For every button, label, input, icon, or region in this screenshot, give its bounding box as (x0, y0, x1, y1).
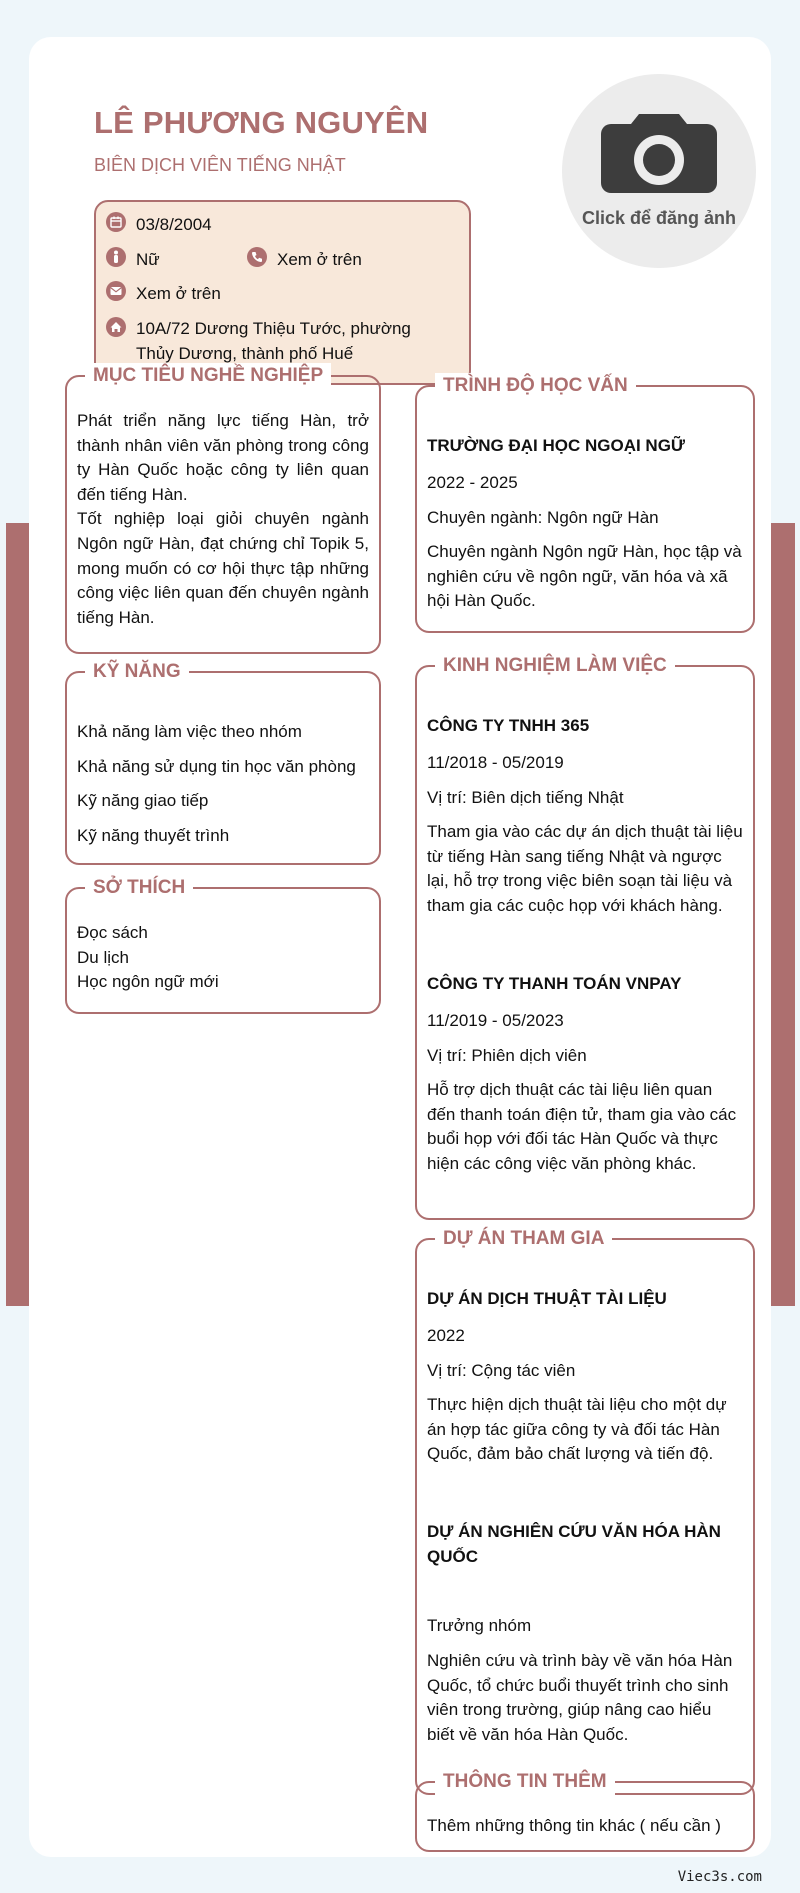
projects-title: DỰ ÁN THAM GIA (435, 1226, 612, 1252)
project-name: DỰ ÁN NGHIÊN CỨU VĂN HÓA HÀN QUỐC (427, 1522, 721, 1566)
project-role: Trưởng nhóm (427, 1616, 532, 1635)
objective-section[interactable] (65, 365, 381, 654)
education-title: TRÌNH ĐỘ HỌC VẤN (435, 373, 636, 399)
extra-info-title: THÔNG TIN THÊM (435, 1769, 615, 1795)
camera-icon (601, 114, 717, 193)
watermark: Viec3s.com (677, 1869, 762, 1885)
job-position: Vị trí: Phiên dịch viên (427, 1046, 587, 1065)
candidate-name[interactable]: LÊ PHƯƠNG NGUYÊN (94, 105, 429, 140)
skill-item: Khả năng sử dụng tin học văn phòng (77, 757, 356, 776)
left-accent-bar (6, 523, 30, 1306)
skill-item: Kỹ năng giao tiếp (77, 791, 209, 810)
job-description: Tham gia vào các dự án dịch thuật tài liệu từ tiếng Hàn sang tiếng Nhật và ngược lại, hỗ trợ trong việc biên soạn tài liệu và tham gia các cuộc họp với khách hàng. (427, 822, 743, 915)
skill-item: Khả năng làm việc theo nhóm (77, 722, 302, 741)
objective-text (77, 409, 369, 630)
experience-section[interactable] (415, 655, 755, 1220)
objective-paragraph-1: Phát triển năng lực tiếng Hàn, trở thành nhân viên văn phòng trong công ty Hàn Quốc hoặc công ty liên quan đến tiếng Hàn. (77, 411, 369, 504)
right-accent-bar (771, 523, 795, 1306)
experience-title: KINH NGHIỆM LÀM VIỆC (435, 653, 675, 679)
school-name: TRƯỜNG ĐẠI HỌC NGOẠI NGỮ (427, 436, 686, 455)
job-period: 11/2019 - 05/2023 (427, 1011, 564, 1030)
address-line-2: Thủy Dương, thành phố Huế (136, 344, 354, 363)
skill-item: Kỹ năng thuyết trình (77, 826, 230, 845)
hobbies-section[interactable] (65, 877, 381, 1014)
birthday-value: 03/8/2004 (136, 215, 212, 234)
email-value: Xem ở trên (136, 284, 221, 303)
project-year: 2022 (427, 1326, 465, 1345)
education-period: 2022 - 2025 (427, 473, 518, 492)
company-name: CÔNG TY TNHH 365 (427, 716, 590, 735)
hobby-item: Đọc sách (77, 923, 148, 942)
extra-info-text: Thêm những thông tin khác ( nếu cần ) (427, 1816, 721, 1835)
address-line-1: 10A/72 Dương Thiệu Tước, phường (136, 319, 411, 338)
project-name: DỰ ÁN DỊCH THUẬT TÀI LIỆU (427, 1289, 667, 1308)
hobby-item: Du lịch (77, 948, 129, 967)
address-row[interactable] (106, 316, 411, 366)
company-name: CÔNG TY THANH TOÁN VNPAY (427, 974, 682, 993)
education-major: Chuyên ngành: Ngôn ngữ Hàn (427, 508, 659, 527)
objective-paragraph-2: Tốt nghiệp loại giỏi chuyên ngành Ngôn ngữ Hàn, đạt chứng chỉ Topik 5, mong muốn có cơ hội thực tập những công việc liên quan đến chuyên ngành tiếng Hàn. (77, 509, 369, 627)
email-icon (106, 281, 126, 301)
project-role: Vị trí: Cộng tác viên (427, 1361, 576, 1380)
skills-title: KỸ NĂNG (85, 659, 189, 685)
email-row[interactable] (106, 281, 221, 306)
gender-icon (106, 247, 126, 267)
photo-upload[interactable] (562, 74, 756, 268)
job-position: Vị trí: Biên dịch tiếng Nhật (427, 788, 624, 807)
extra-info-section[interactable] (415, 1771, 755, 1852)
projects-section[interactable] (415, 1228, 755, 1795)
job-description: Hỗ trợ dịch thuật các tài liệu liên quan đến thanh toán điện tử, tham gia vào các buổi họp với đối tác Hàn Quốc và thực hiện các công việc văn phòng khác. (427, 1080, 737, 1173)
photo-upload-label: Click để đăng ảnh (581, 208, 737, 228)
birthday-row[interactable] (106, 212, 212, 237)
project-description: Nghiên cứu và trình bày về văn hóa Hàn Quốc, tổ chức buổi thuyết trình cho sinh viên trong trường, giúp nâng cao hiểu biết về văn hóa Hàn Quốc. (427, 1651, 733, 1744)
hobby-item: Học ngôn ngữ mới (77, 972, 219, 991)
cv-sheet (29, 37, 771, 1857)
phone-icon (247, 247, 267, 267)
job-period: 11/2018 - 05/2019 (427, 753, 564, 772)
project-description: Thực hiện dịch thuật tài liệu cho một dự án hợp tác giữa công ty và đối tác Hàn Quốc, đảm bảo chất lượng và tiến độ. (427, 1395, 727, 1464)
skills-section[interactable] (65, 661, 381, 865)
home-icon (106, 317, 126, 337)
phone-row[interactable] (247, 247, 362, 272)
education-section[interactable] (415, 375, 755, 633)
phone-value: Xem ở trên (277, 250, 362, 269)
contact-info (94, 200, 471, 385)
calendar-icon (106, 212, 126, 232)
objective-title: MỤC TIÊU NGHỀ NGHIỆP (85, 363, 331, 389)
gender-row[interactable] (106, 247, 160, 272)
education-description: Chuyên ngành Ngôn ngữ Hàn, học tập và nghiên cứu về ngôn ngữ, văn hóa và xã hội Hàn Quốc. (427, 542, 742, 611)
job-title[interactable]: BIÊN DỊCH VIÊN TIẾNG NHẬT (94, 155, 346, 175)
hobbies-title: SỞ THÍCH (85, 875, 193, 901)
gender-value: Nữ (136, 250, 160, 269)
